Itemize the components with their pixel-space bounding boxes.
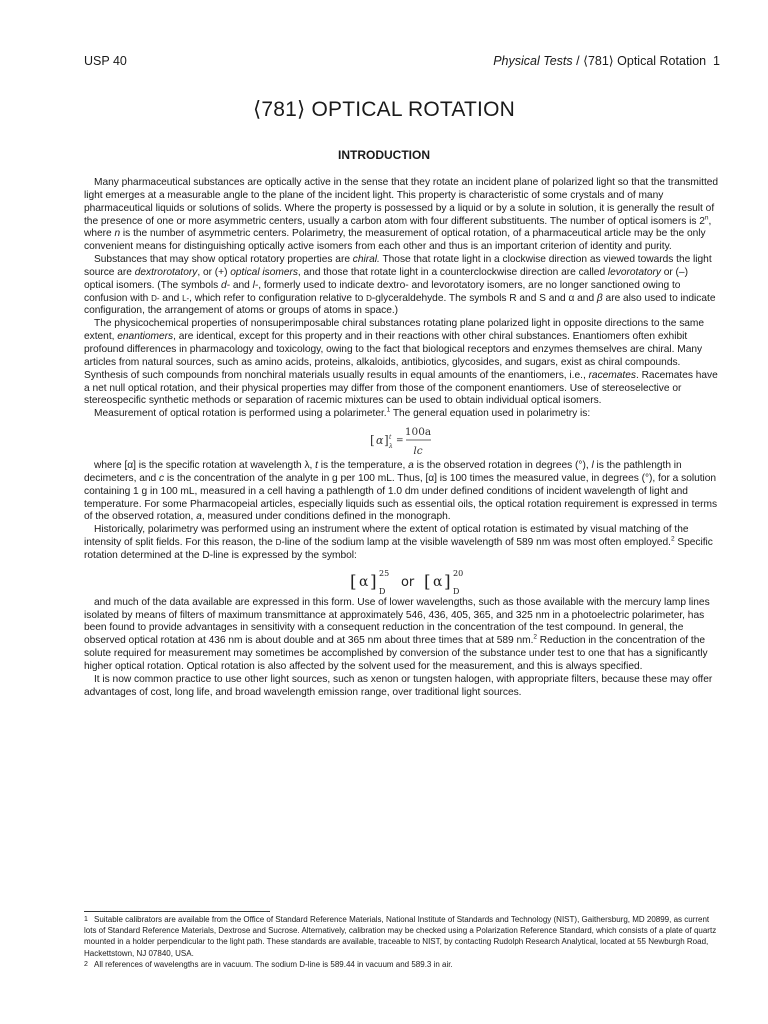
or-word: or: [401, 574, 415, 590]
section-heading: INTRODUCTION: [338, 148, 430, 162]
eq-close-bracket: ]: [384, 433, 389, 448]
small-caps: D-: [151, 293, 160, 303]
text: , where: [84, 215, 712, 240]
close-bracket: ]: [444, 571, 451, 592]
italic-term: optical isomers: [230, 266, 298, 278]
text: is the number of asymmetric centers. Polarimetry, the measurement of optical rotation, of a pharmaceutical article may be the only convenient means for distinguishing optically active isomers from each other and thus is an important criterion of identity and purity.: [84, 228, 706, 253]
paragraph-3: [84, 318, 720, 408]
eq-wavelength: λ: [389, 443, 393, 451]
text: Measurement of optical rotation is performed using a polarimeter.: [94, 408, 387, 420]
text: , and those that rotate light in a counterclockwise direction are called: [297, 266, 608, 278]
paragraph-2: [84, 254, 720, 318]
text: , formerly used to indicate dextro- and levorotatory isomers, are no longer sanctioned owing to confusion with: [84, 279, 681, 304]
d-subscript: D: [379, 586, 386, 596]
d-line-symbol: [84, 563, 720, 597]
text: and: [159, 292, 183, 304]
temp-25: 25: [379, 568, 390, 578]
page-number: 1: [713, 54, 720, 68]
header-chapter: / ⟨781⟩ Optical Rotation: [572, 54, 707, 68]
footnote-text: Suitable calibrators are available from the Office of Standard Reference Materials, National Institute of Standards and Technology (NIST), Gaithersburg, MD 20899, as current lots of Standard Reference Materials, Dextrose and Sucrose. Alternatively, calibration may be checked using a Polarization Reference Standard, which consists of a plate of quartz mounted in a holder perpendicular to the light path. These standards are available, traceable to NIST, by contacting Rudolph Research Analytical, located at 55 Newburgh Road, Hackettstown, NJ 07840, USA.: [84, 915, 717, 958]
italic-term: d-: [220, 279, 231, 291]
specific-rotation-equation: [84, 421, 720, 460]
text: Many pharmaceutical substances are optically active in the sense that they rotate an incident plane of polarized light so that the transmitted light emerges at a measurable angle to the plane of the incident light. This property is characteristic of some crystals and of many pharmaceutical liquids or solutions of solids. Where the property is possessed by a liquid or by a solute in solution, it is generally the result of the presence of one or more asymmetric centers, usually a carbon atom with four different substituents. The number of optical isomers is 2: [84, 177, 719, 227]
italic-term: a: [408, 460, 414, 472]
footnote-mark: 1: [84, 916, 88, 923]
eq-open-bracket: [: [370, 433, 375, 448]
text: , or (+): [197, 266, 231, 278]
small-caps: D: [366, 293, 372, 303]
text: , which refer to configuration relative to: [189, 292, 367, 304]
footnotes: [84, 914, 720, 970]
text: or (–) optical isomers. (The symbols: [84, 266, 688, 291]
eq-equals: =: [396, 436, 404, 447]
footnote-1: [84, 914, 720, 959]
footnote-text: All references of wavelengths are in vacuum. The sodium D-line is 589.44 in vacuum and 589.3 in air.: [94, 959, 453, 969]
italic-term: a: [196, 511, 202, 523]
text: Substances that may show optical rotatory properties are: [94, 254, 353, 266]
eq-numerator: 100a: [404, 426, 432, 439]
italic-term: chiral.: [352, 254, 380, 266]
text: The physicochemical properties of nonsuperimposable chiral substances rotating plane polarized light in opposite directions to the same extent,: [84, 318, 705, 343]
footnote-ref: 2: [533, 633, 537, 641]
paragraph-4: [84, 408, 720, 421]
italic-term: levorotatory: [607, 266, 661, 278]
text: The general equation used in polarimetry is:: [390, 408, 591, 420]
italic-term: dextrorotatory: [134, 266, 198, 278]
superscript: n: [704, 214, 709, 222]
alpha: α: [359, 573, 369, 590]
text: Those that rotate light in a clockwise direction as viewed towards the light source are: [84, 254, 712, 278]
body-text: [84, 177, 720, 700]
eq-temperature: t: [389, 434, 392, 442]
open-bracket: [: [424, 571, 431, 592]
text: . Racemates have a net null optical rotation, and their physical properties may differ from those of the component enantiomers. Use of stereoselective or stereospecific synthetic methods or separation of racemic mixtures can be used to obtain individual optical isomers.: [84, 369, 718, 407]
text: -line of the sodium lamp at the visible wavelength of 589 nm was most often employed.: [281, 537, 671, 549]
text: Historically, polarimetry was performed using an instrument where the extent of optical rotation is estimated by visual matching of the intensity of split fields. For this reason, the: [84, 524, 689, 549]
eq-alpha: α: [376, 434, 384, 448]
header-left: USP 40: [84, 54, 127, 68]
footnote-rule: [84, 911, 270, 912]
open-bracket: [: [350, 571, 357, 592]
italic-term: t: [315, 460, 318, 472]
running-head: [84, 51, 720, 71]
italic-term: l-: [252, 279, 259, 291]
paragraph-1: [84, 177, 720, 254]
text: and much of the data available are expressed in this form. Use of lower wavelengths, such as those available with the mercury lamp lines isolated by means of filters of maximum transmittance at approximately 546, 436, 405, 365, and 325 nm in a photoelectric polarimeter, has been found to provide advantages in sensitivity with a consequent reduction in the concentration of the test compound. In general, the observed optical rotation at 436 nm is about double and at 365 nm about three times that at 589 nm.: [84, 596, 710, 647]
italic-term: n: [114, 228, 121, 240]
footnote-2: [84, 959, 720, 970]
equation-graphic: [370, 421, 490, 459]
footnote-mark: 2: [84, 960, 88, 968]
text: -glyceraldehyde. The symbols R and S and α and: [371, 292, 597, 304]
text: , are identical, except for this property and in their reactions with other chiral substances. Enantiomers often exhibit profound differences in pharmacology and toxicology, owing to the fact that biological receptors and enzymes themselves are chiral. Many articles from natural sources, such as amino acids, proteins, alkaloids, antibiotics, glycosides, and sugars, exist as chiral compounds. Synthesis of such compounds from nonchiral materials usually results in equal amounts of the enantiomers, i.e.,: [84, 331, 703, 381]
temp-20: 20: [453, 568, 464, 578]
text: where [α] is the specific rotation at wavelength λ,: [94, 460, 316, 472]
footnote-ref: 2: [670, 535, 675, 543]
close-bracket: ]: [370, 571, 377, 592]
paragraph-6: [84, 524, 720, 563]
text: is the observed rotation in degrees (°),: [413, 460, 592, 472]
paragraph-8: It is now common practice to use other light sources, such as xenon or tungsten halogen, with appropriate filters, because these may offer advantages of cost, long life, and broad wavelength emission range, over traditional light sources.: [84, 673, 713, 698]
text: is the temperature,: [317, 460, 409, 472]
small-caps: L-: [182, 293, 190, 303]
symbol-graphic: [350, 563, 490, 597]
text: and: [230, 279, 253, 291]
alpha: α: [433, 573, 443, 590]
paragraph-5: [84, 460, 720, 524]
small-caps: D: [275, 538, 282, 548]
paragraph-7: [84, 597, 720, 674]
text: are also used to indicate configuration, the arrangement of atoms or groups of atoms in space.): [84, 292, 716, 317]
chapter-title: ⟨781⟩ OPTICAL ROTATION: [253, 98, 515, 121]
header-right: [493, 51, 720, 71]
header-section: Physical Tests: [493, 54, 573, 68]
eq-denominator: lc: [413, 445, 423, 458]
italic-term: racemates: [588, 369, 636, 381]
italic-term: β: [596, 292, 603, 304]
text: is the concentration of the analyte in g per 100 mL. Thus, [α] is 100 times the measured value, in degrees (°), for a solution containing 1 g in 100 mL, measured in a cell having a pathlength of 1.0 dm under defined conditions of incident wavelength of light and temperature. For some Pharmacopeial articles, especially liquids such as essential oils, the optical rotation requirement is expressed in terms of the observed rotation,: [84, 472, 718, 523]
footnote-ref: 1: [386, 406, 391, 414]
text: is the pathlength in decimeters, and: [84, 460, 682, 484]
text: Specific rotation determined at the D-line is expressed by the symbol:: [84, 537, 713, 561]
d-subscript: D: [453, 586, 460, 596]
text: Reduction in the concentration of the solute required for measurement may sometimes be accomplished by conversion of the substance under test to one that has a significantly higher optical rotation. Optical rotation is also affected by the solvent used for the measurement, and this is always specified.: [84, 635, 708, 672]
text: , measured under conditions defined in the monograph.: [201, 511, 451, 523]
italic-term: enantiomers: [117, 331, 174, 343]
italic-term: c: [159, 472, 165, 484]
italic-term: l: [591, 460, 594, 472]
